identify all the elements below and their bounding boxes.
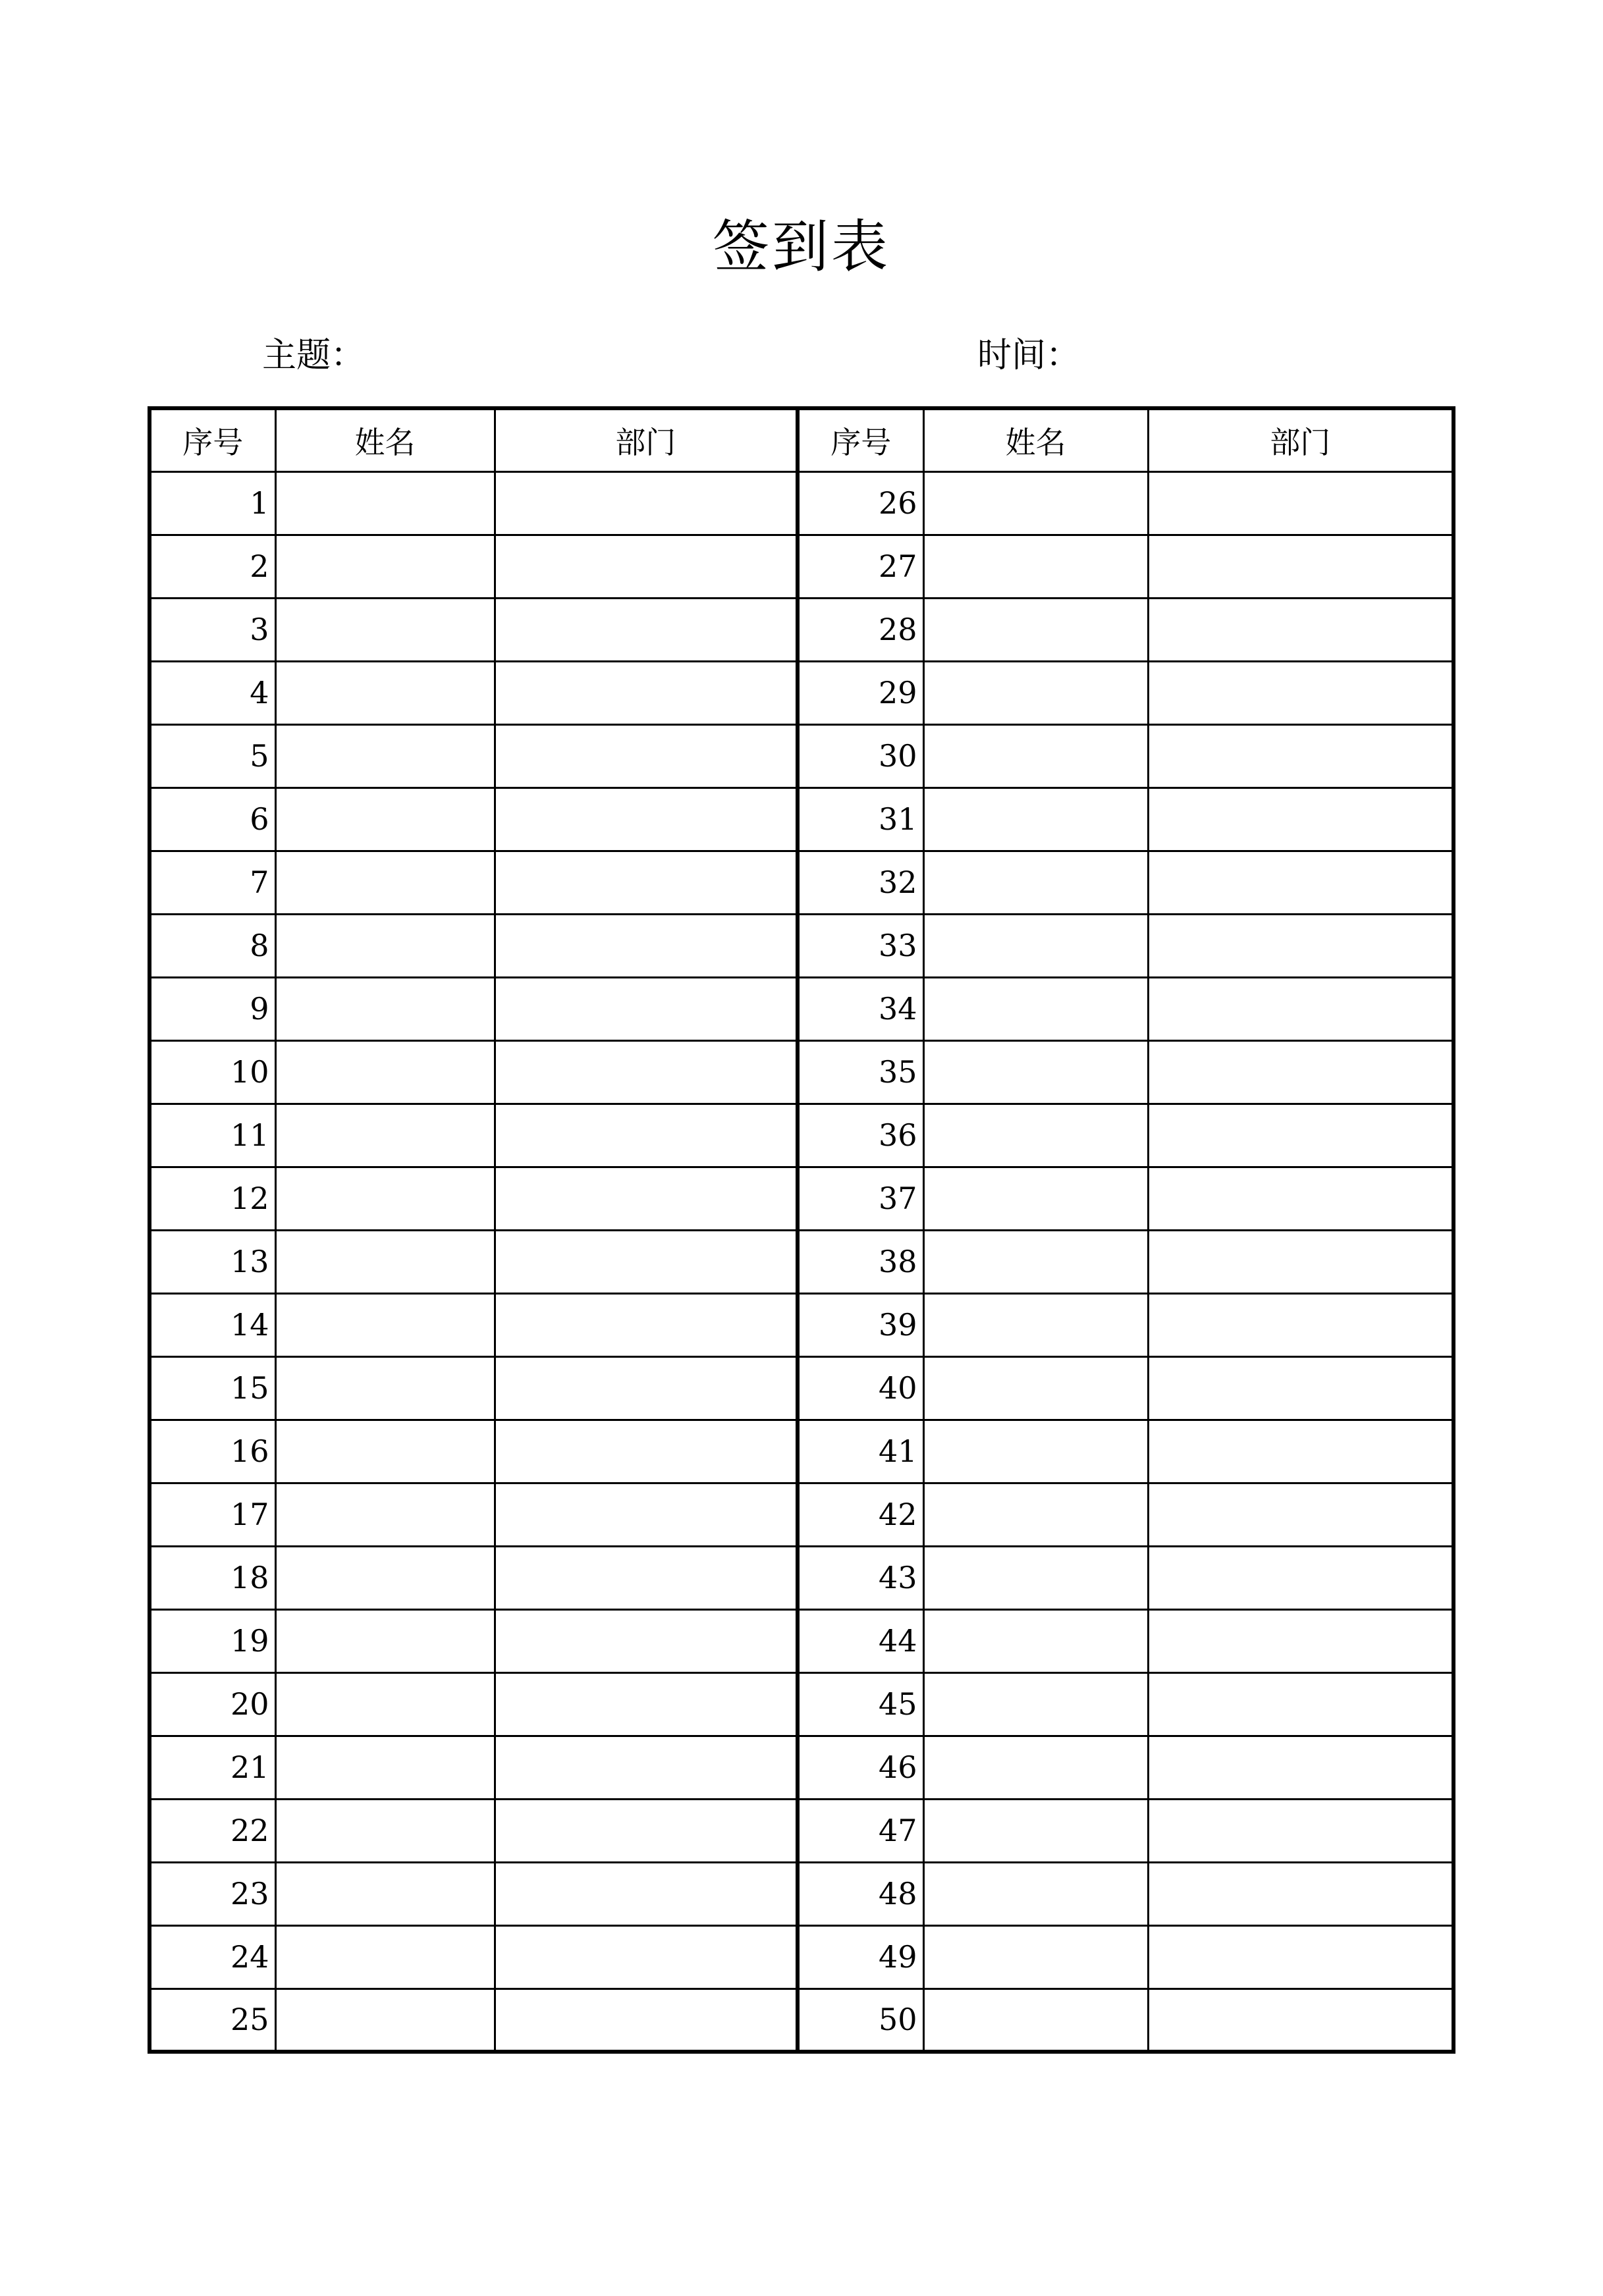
seq-cell-right: 43 (798, 1546, 923, 1609)
table-row (149, 1040, 1454, 1104)
seq-cell-left: 12 (149, 1167, 275, 1230)
name-cell-left[interactable] (275, 1230, 495, 1293)
seq-cell-left: 5 (149, 724, 275, 788)
seq-cell-right: 37 (798, 1167, 923, 1230)
name-cell-left[interactable] (275, 1104, 495, 1167)
table-row (149, 1293, 1454, 1356)
dept-cell-left[interactable] (495, 1736, 798, 1799)
name-cell-left[interactable] (275, 1546, 495, 1609)
table-row (149, 977, 1454, 1040)
name-cell-right[interactable] (923, 1356, 1148, 1420)
dept-cell-right[interactable] (1148, 1925, 1454, 1989)
dept-cell-left[interactable] (495, 1356, 798, 1420)
table-row (149, 1104, 1454, 1167)
name-cell-right[interactable] (923, 1040, 1148, 1104)
name-cell-right[interactable] (923, 1925, 1148, 1989)
name-cell-right[interactable] (923, 1989, 1148, 2052)
table-body (149, 471, 1454, 2052)
table-row (149, 1989, 1454, 2052)
table-row (149, 471, 1454, 535)
dept-cell-left[interactable] (495, 1862, 798, 1925)
seq-cell-left: 23 (149, 1862, 275, 1925)
dept-cell-left[interactable] (495, 1989, 798, 2052)
dept-cell-right[interactable] (1148, 1736, 1454, 1799)
dept-cell-right[interactable] (1148, 1293, 1454, 1356)
name-cell-right[interactable] (923, 851, 1148, 914)
seq-cell-left: 14 (149, 1293, 275, 1356)
name-cell-right[interactable] (923, 1609, 1148, 1672)
seq-cell-left: 18 (149, 1546, 275, 1609)
seq-cell-left: 15 (149, 1356, 275, 1420)
seq-cell-right: 31 (798, 788, 923, 851)
dept-cell-right[interactable] (1148, 977, 1454, 1040)
dept-cell-right[interactable] (1148, 1672, 1454, 1736)
table-row (149, 1546, 1454, 1609)
dept-cell-left[interactable] (495, 535, 798, 598)
name-cell-left[interactable] (275, 788, 495, 851)
seq-cell-left: 11 (149, 1104, 275, 1167)
seq-cell-left: 22 (149, 1799, 275, 1862)
seq-cell-left: 10 (149, 1040, 275, 1104)
table-row (149, 661, 1454, 724)
header-dept-left: 部门 (495, 408, 798, 471)
dept-cell-left[interactable] (495, 914, 798, 977)
dept-cell-left[interactable] (495, 1420, 798, 1483)
dept-cell-left[interactable] (495, 1483, 798, 1546)
seq-cell-left: 7 (149, 851, 275, 914)
seq-cell-left: 20 (149, 1672, 275, 1736)
seq-cell-right: 41 (798, 1420, 923, 1483)
dept-cell-left[interactable] (495, 1799, 798, 1862)
name-cell-left[interactable] (275, 851, 495, 914)
dept-cell-left[interactable] (495, 788, 798, 851)
name-cell-left[interactable] (275, 661, 495, 724)
dept-cell-left[interactable] (495, 1546, 798, 1609)
seq-cell-right: 34 (798, 977, 923, 1040)
header-name-left: 姓名 (275, 408, 495, 471)
dept-cell-right[interactable] (1148, 1799, 1454, 1862)
seq-cell-left: 16 (149, 1420, 275, 1483)
table-row (149, 1799, 1454, 1862)
dept-cell-left[interactable] (495, 598, 798, 661)
time-label: 时间： (977, 336, 1081, 375)
name-cell-right[interactable] (923, 1230, 1148, 1293)
dept-cell-left[interactable] (495, 1293, 798, 1356)
dept-cell-right[interactable] (1148, 1167, 1454, 1230)
dept-cell-left[interactable] (495, 1104, 798, 1167)
table-row (149, 1736, 1454, 1799)
seq-cell-left: 9 (149, 977, 275, 1040)
name-cell-left[interactable] (275, 1609, 495, 1672)
dept-cell-left[interactable] (495, 724, 798, 788)
seq-cell-left: 19 (149, 1609, 275, 1672)
seq-cell-right: 29 (798, 661, 923, 724)
name-cell-left[interactable] (275, 598, 495, 661)
dept-cell-left[interactable] (495, 661, 798, 724)
table-row (149, 1925, 1454, 1989)
dept-cell-right[interactable] (1148, 1609, 1454, 1672)
dept-cell-right[interactable] (1148, 914, 1454, 977)
table-row (149, 1167, 1454, 1230)
dept-cell-right[interactable] (1148, 724, 1454, 788)
table-row (149, 724, 1454, 788)
seq-cell-right: 39 (798, 1293, 923, 1356)
name-cell-right[interactable] (923, 1420, 1148, 1483)
name-cell-right[interactable] (923, 1104, 1148, 1167)
name-cell-right[interactable] (923, 1736, 1148, 1799)
header-dept-right: 部门 (1148, 408, 1454, 471)
name-cell-right[interactable] (923, 788, 1148, 851)
dept-cell-left[interactable] (495, 1609, 798, 1672)
seq-cell-left: 2 (149, 535, 275, 598)
seq-cell-right: 32 (798, 851, 923, 914)
dept-cell-right[interactable] (1148, 1546, 1454, 1609)
dept-cell-right[interactable] (1148, 788, 1454, 851)
name-cell-left[interactable] (275, 1420, 495, 1483)
table-row (149, 598, 1454, 661)
dept-cell-right[interactable] (1148, 851, 1454, 914)
name-cell-left[interactable] (275, 1925, 495, 1989)
seq-cell-right: 46 (798, 1736, 923, 1799)
seq-cell-right: 35 (798, 1040, 923, 1104)
table-row (149, 851, 1454, 914)
signin-table-container (148, 406, 1455, 2054)
name-cell-left[interactable] (275, 1167, 495, 1230)
table-row (149, 1420, 1454, 1483)
seq-cell-right: 42 (798, 1483, 923, 1546)
name-cell-left[interactable] (275, 1672, 495, 1736)
dept-cell-left[interactable] (495, 851, 798, 914)
seq-cell-right: 48 (798, 1862, 923, 1925)
header-name-right: 姓名 (923, 408, 1148, 471)
name-cell-right[interactable] (923, 535, 1148, 598)
name-cell-left[interactable] (275, 1862, 495, 1925)
dept-cell-right[interactable] (1148, 598, 1454, 661)
name-cell-right[interactable] (923, 914, 1148, 977)
seq-cell-left: 1 (149, 471, 275, 535)
dept-cell-left[interactable] (495, 1230, 798, 1293)
seq-cell-right: 28 (798, 598, 923, 661)
name-cell-left[interactable] (275, 1356, 495, 1420)
dept-cell-right[interactable] (1148, 1356, 1454, 1420)
seq-cell-right: 49 (798, 1925, 923, 1989)
dept-cell-right[interactable] (1148, 535, 1454, 598)
dept-cell-right[interactable] (1148, 661, 1454, 724)
name-cell-left[interactable] (275, 471, 495, 535)
name-cell-left[interactable] (275, 1483, 495, 1546)
topic-label: 主题： (262, 336, 366, 375)
table-row (149, 914, 1454, 977)
name-cell-left[interactable] (275, 1040, 495, 1104)
name-cell-right[interactable] (923, 661, 1148, 724)
dept-cell-right[interactable] (1148, 1483, 1454, 1546)
seq-cell-right: 38 (798, 1230, 923, 1293)
table-row (149, 1609, 1454, 1672)
signin-table (148, 406, 1455, 2054)
dept-cell-left[interactable] (495, 471, 798, 535)
dept-cell-right[interactable] (1148, 1989, 1454, 2052)
table-row (149, 1230, 1454, 1293)
name-cell-left[interactable] (275, 1736, 495, 1799)
dept-cell-right[interactable] (1148, 1862, 1454, 1925)
seq-cell-left: 25 (149, 1989, 275, 2052)
seq-cell-right: 27 (798, 535, 923, 598)
name-cell-right[interactable] (923, 598, 1148, 661)
table-row (149, 1356, 1454, 1420)
name-cell-left[interactable] (275, 535, 495, 598)
seq-cell-right: 47 (798, 1799, 923, 1862)
dept-cell-right[interactable] (1148, 1230, 1454, 1293)
seq-cell-right: 26 (798, 471, 923, 535)
name-cell-left[interactable] (275, 977, 495, 1040)
name-cell-right[interactable] (923, 471, 1148, 535)
dept-cell-right[interactable] (1148, 1420, 1454, 1483)
dept-cell-left[interactable] (495, 1167, 798, 1230)
name-cell-left[interactable] (275, 1799, 495, 1862)
seq-cell-right: 45 (798, 1672, 923, 1736)
name-cell-right[interactable] (923, 977, 1148, 1040)
seq-cell-left: 21 (149, 1736, 275, 1799)
name-cell-right[interactable] (923, 1546, 1148, 1609)
seq-cell-right: 50 (798, 1989, 923, 2052)
dept-cell-left[interactable] (495, 1672, 798, 1736)
name-cell-right[interactable] (923, 1167, 1148, 1230)
dept-cell-left[interactable] (495, 977, 798, 1040)
name-cell-left[interactable] (275, 1293, 495, 1356)
table-row (149, 1672, 1454, 1736)
header-seq-left: 序号 (149, 408, 275, 471)
seq-cell-left: 6 (149, 788, 275, 851)
seq-cell-right: 33 (798, 914, 923, 977)
seq-cell-left: 4 (149, 661, 275, 724)
sheet-title: 签到表 (713, 214, 890, 280)
table-row (149, 1862, 1454, 1925)
name-cell-right[interactable] (923, 1672, 1148, 1736)
dept-cell-left[interactable] (495, 1040, 798, 1104)
table-row (149, 788, 1454, 851)
header-seq-right: 序号 (798, 408, 923, 471)
table-row (149, 1483, 1454, 1546)
dept-cell-right[interactable] (1148, 1040, 1454, 1104)
table-row (149, 535, 1454, 598)
seq-cell-left: 17 (149, 1483, 275, 1546)
name-cell-right[interactable] (923, 724, 1148, 788)
dept-cell-right[interactable] (1148, 471, 1454, 535)
seq-cell-left: 8 (149, 914, 275, 977)
seq-cell-left: 3 (149, 598, 275, 661)
seq-cell-right: 44 (798, 1609, 923, 1672)
name-cell-left[interactable] (275, 1989, 495, 2052)
seq-cell-right: 30 (798, 724, 923, 788)
name-cell-left[interactable] (275, 724, 495, 788)
seq-cell-left: 13 (149, 1230, 275, 1293)
seq-cell-left: 24 (149, 1925, 275, 1989)
dept-cell-left[interactable] (495, 1925, 798, 1989)
name-cell-left[interactable] (275, 914, 495, 977)
name-cell-right[interactable] (923, 1862, 1148, 1925)
name-cell-right[interactable] (923, 1293, 1148, 1356)
seq-cell-right: 36 (798, 1104, 923, 1167)
seq-cell-right: 40 (798, 1356, 923, 1420)
dept-cell-right[interactable] (1148, 1104, 1454, 1167)
name-cell-right[interactable] (923, 1483, 1148, 1546)
name-cell-right[interactable] (923, 1799, 1148, 1862)
header-row (149, 408, 1454, 471)
